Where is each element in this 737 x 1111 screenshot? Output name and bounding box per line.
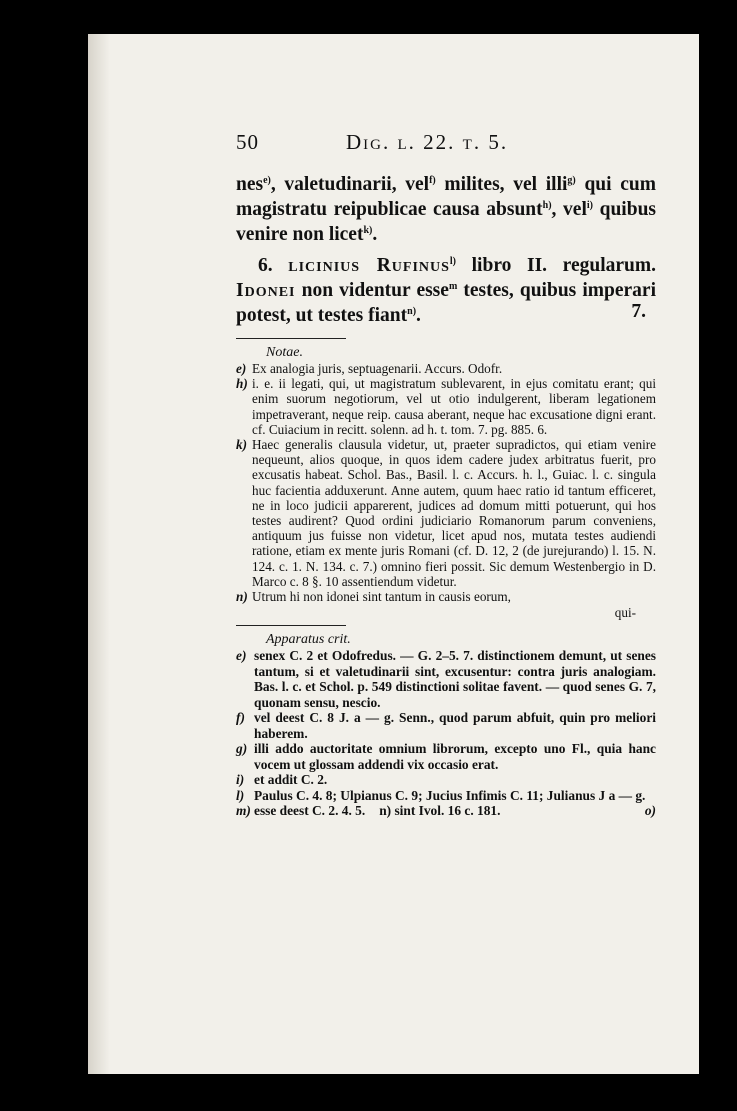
apparatus-last-line	[236, 803, 656, 819]
footnote-ref: k)	[363, 225, 373, 236]
page-number: 50	[236, 130, 259, 154]
apparatus-item	[236, 648, 656, 710]
note-label: h)	[236, 376, 248, 392]
note-item	[236, 437, 656, 589]
apparatus-text: esse deest C. 2. 4. 5.	[254, 803, 366, 819]
note-label: e)	[236, 361, 247, 376]
text-run: .	[372, 224, 378, 245]
footnote-ref: e)	[263, 175, 271, 186]
paragraph-number: 6.	[258, 255, 273, 276]
apparatus-text: et addit C. 2.	[254, 772, 328, 788]
note-label: n)	[236, 589, 248, 605]
apparatus-text: n) sint Ivol. 16 c. 181.	[379, 803, 501, 819]
text-run: milites, vel illi	[435, 174, 568, 195]
text-run: .	[416, 305, 421, 326]
footnote-ref: i)	[586, 200, 593, 211]
apparatus-text: Paulus C. 4. 8; Ulpianus C. 9; Jucius Infimis C. 11; Julianus J a — g.	[254, 787, 646, 803]
note-item	[236, 589, 656, 604]
apparatus-divider	[236, 625, 346, 626]
apparatus-text: senex C. 2 et Odofredus. — G. 2–5. 7. distinctionem demunt, ut senes tantum, si et valetudinarii sint, excusentur: contra juris analogiam. Bas. l. c. et Schol. p. 549 distinctioni solitae favent. — quod senes G. 7, quonam sensu, nescio.	[254, 648, 656, 710]
text-run: qui cum magistratu reipublicae causa absunt	[236, 174, 656, 220]
apparatus-heading: Apparatus crit.	[266, 632, 351, 648]
page-content	[236, 130, 656, 819]
apparatus-item	[236, 741, 656, 772]
apparatus-label: l)	[236, 787, 245, 803]
running-title: Dig. l. 22. t. 5.	[346, 130, 509, 154]
note-text: Utrum hi non idonei sint tantum in causis eorum,	[252, 589, 511, 605]
footnote-ref: g)	[567, 175, 576, 186]
text-run: testes, quibus imperari potest, ut testes fiant	[236, 280, 657, 326]
note-item	[236, 376, 656, 437]
apparatus-item	[236, 788, 656, 804]
footnote-ref: f)	[429, 175, 436, 186]
note-text: i. e. ii legati, qui, ut magistratum sublevarent, in ejus comitatu erant; qui enim suorum negotiorum, vel ut otio indulgerent, liberam legationem impetraverant, neque reip. causa aberant, neque hac excusatione digni erant. cf. Cuiacium in recitt. solenn. ad h. t. tom. 7. pg. 885. 6.	[252, 376, 656, 437]
text-run: , vel	[551, 199, 587, 220]
main-paragraph-6	[236, 251, 656, 326]
text-run: , valetudinarii, vel	[270, 174, 430, 195]
text-run: Idonei	[236, 280, 296, 301]
apparatus-item	[236, 710, 656, 741]
text-run: quibus venire non licet	[236, 199, 656, 245]
footnote-ref: l)	[449, 256, 457, 267]
running-head	[236, 130, 656, 166]
text-run: non videntur esse	[295, 280, 449, 301]
notes-heading: Notae.	[266, 345, 303, 360]
apparatus-text: vel deest C. 8 J. a — g. Senn., quod parum abfuit, quin pro meliori haberem.	[254, 710, 656, 741]
main-paragraph-continued	[236, 170, 656, 245]
notes-divider	[236, 338, 346, 339]
apparatus-text: illi addo auctoritate omnium librorum, excepto uno Fl., quia hanc vocem ut glossam addendi vix occasio erat.	[254, 741, 656, 772]
main-text	[236, 170, 656, 326]
next-paragraph-number: 7.	[631, 301, 646, 322]
footnote-ref: m	[448, 281, 458, 292]
footnote-ref: n)	[407, 306, 417, 317]
notes-list	[236, 361, 656, 621]
apparatus-label: o)	[644, 803, 656, 819]
apparatus-label: g)	[236, 741, 248, 757]
catchword: qui-	[614, 605, 636, 621]
note-item	[236, 361, 656, 376]
note-label: k)	[236, 437, 247, 453]
footnote-ref: h)	[542, 200, 552, 211]
apparatus-item	[236, 772, 656, 788]
apparatus-label: f)	[236, 710, 245, 726]
apparatus-list	[236, 648, 656, 819]
note-text: Haec generalis clausula videtur, ut, praeter supradictos, qui etiam venire nequeunt, alios quoque, in quos idem cadere judex arbitratus fuerit, pro excusatis habeat. Schol. Bas., Basil. l. c. Accurs. h. l., Guiac. l. c. singula huc facientia adduxerunt. Anne autem, quum haec ratio id tantum efficeret, ne in loco judicii apparerent, judices ad domum mitti potuerunt, qui hos testes audirent? Quod ordini judiciario Romanorum parum conveniens, antiquum jus fuisse non videtur, licet apud nos, mutata testes audiendi ratione, etiam ex mente juris Romani (cf. D. 12, 2 (de jurejurando) l. 15. N. 124. c. 1. N. 134. c. 7.) omnino fieri possit. Sic demum Westenbergio in D. Marco c. 8 §. 10 assentiendum videtur.	[252, 437, 656, 589]
apparatus-label: e)	[236, 648, 247, 664]
author-name: licinius Rufinus	[288, 255, 450, 276]
text-run: libro II. regularum.	[456, 255, 657, 276]
apparatus-label: m)	[236, 803, 251, 819]
apparatus-label: i)	[236, 772, 245, 788]
page-edge-shadow	[88, 34, 110, 1074]
note-text: Ex analogia juris, septuagenarii. Accurs. Odofr.	[252, 361, 503, 376]
text-run: nes	[236, 174, 264, 195]
